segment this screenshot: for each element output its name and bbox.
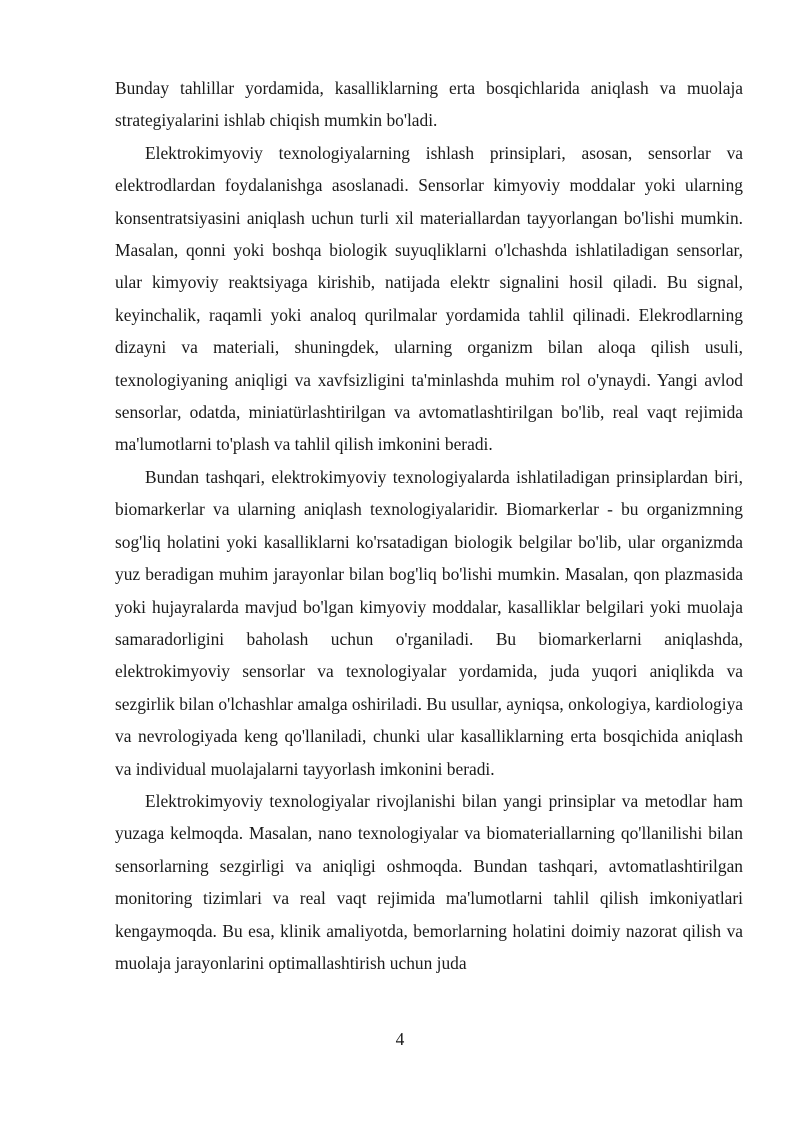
page-number: 4 — [395, 1029, 405, 1049]
paragraph-continuation: Bunday tahlillar yordamida, kasalliklarning erta bosqichlarida aniqlash va muolaja strategiyalarini ishlab chiqish mumkin bo'ladi. — [115, 78, 743, 131]
paragraph-new-methods: Elektrokimyoviy texnologiyalar rivojlanishi bilan yangi prinsiplar va metodlar ham yuzaga kelmoqda. Masalan, nano texnologiyalar va biomateriallarning qo'llanilishi bilan sensorlarning sezgirligi va aniqligi oshmoqda. Bundan tashqari, avtomatlashtirilgan monitoring tizimlari va real vaqt rejimida ma'lumotlarni tahlil qilish imkoniyatlari kengaymoqda. Bu esa, klinik amaliyotda, bemorlarning holatini doimiy nazorat qilish va muolaja jarayonlarini optimallashtirish uchun juda — [115, 790, 743, 973]
paragraph-working-principles: Elektrokimyoviy texnologiyalarning ishlash prinsiplari, asosan, sensorlar va elektrodlardan foydalanishga asoslanadi. Sensorlar kimyoviy moddalar yoki ularning konsentratsiyasini aniqlash uchun turli xil materiallardan tayyorlangan bo'lishi mumkin. Masalan, qonni yoki boshqa biologik suyuqliklarni o'lchashda ishlatiladigan sensorlar, ular kimyoviy reaktsiyaga kirishib, natijada elektr signalini hosil qiladi. Bu signal, keyinchalik, raqamli yoki analoq qurilmalar yordamida tahlil qilinadi. Elekrodlarning dizayni va materiali, shuningdek, ularning organizm bilan aloqa qilish usuli, texnologiyaning aniqligi va xavfsizligini ta'minlashda muhim rol o'ynaydi. Yangi avlod sensorlar, odatda, miniatürlashtirilgan va avtomatlashtirilgan bo'lib, real vaqt rejimida ma'lumotlarni to'plash va tahlil qilish imkonini beradi. — [115, 142, 743, 455]
paragraph-biomarkers: Bundan tashqari, elektrokimyoviy texnologiyalarda ishlatiladigan prinsiplardan biri, biomarkerlar va ularning aniqlash texnologiyalaridir. Biomarkerlar - bu organizmning sog'liq holatini yoki kasalliklarni ko'rsatadigan biologik belgilar bo'lib, ular organizmda yuz beradigan muhim jarayonlar bilan bog'liq bo'lishi mumkin. Masalan, qon plazmasida yoki hujayralarda mavjud bo'lgan kimyoviy moddalar, kasalliklar belgilari yoki muolaja samaradorligini baholash uchun o'rganiladi. Bu biomarkerlarni aniqlashda, elektrokimyoviy sensorlar va texnologiyalar yordamida, juda yuqori aniqlikda va sezgirlik bilan o'lchashlar amalga oshiriladi. Bu usullar, ayniqsa, onkologiya, kardiologiya va nevrologiyada keng qo'llaniladi, chunki ular kasalliklarning erta bosqichida aniqlash va individual muolajalarni tayyorlash imkonini beradi. — [115, 466, 743, 779]
body-text — [115, 72, 743, 979]
